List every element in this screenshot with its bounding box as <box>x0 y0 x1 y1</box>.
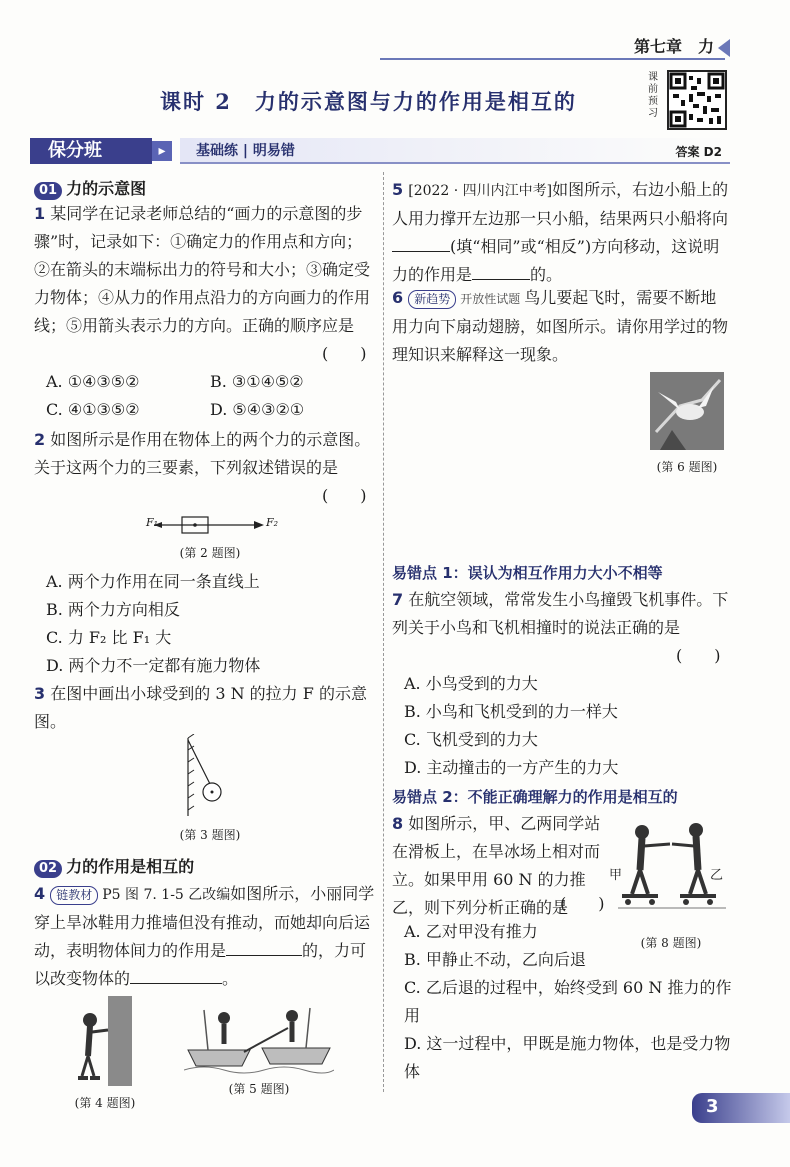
qr-caption: 课前预习 <box>648 72 658 119</box>
question-number: 6 <box>392 288 404 307</box>
label-yi: 乙 <box>710 868 724 883</box>
option-a[interactable]: A. 两个力作用在同一条直线上 <box>46 572 260 591</box>
error-point-2: 易错点 2：不能正确理解力的作用是相互的 <box>392 788 678 806</box>
page-number-tab <box>692 1093 790 1123</box>
textbook-ref: P5 图 7. 1-5 乙改编 <box>102 887 231 903</box>
question-text: 如图所示，右边小船上的人用力撑开左边那一只小船，结果两只小船将向 <box>392 180 729 228</box>
option-b[interactable]: B. 两个力方向相反 <box>46 600 180 619</box>
chapter-arrow-icon <box>718 39 730 57</box>
question-7 <box>392 586 730 642</box>
boats-figure <box>184 1000 334 1076</box>
question-kind: 开放性试题 <box>460 292 521 306</box>
option-d[interactable]: D. 两个力不一定都有施力物体 <box>46 656 261 675</box>
fill-blank-2[interactable] <box>472 261 530 280</box>
girl-wall-figure <box>72 996 136 1088</box>
question-text-2: (填“相同”或“相反”)方向移动，这说明力的作用是 <box>392 237 720 284</box>
option-b[interactable]: B. 甲静止不动，乙向后退 <box>404 950 586 969</box>
question-text-2: 的，力可以改变物体的 <box>34 941 367 988</box>
section-title: 力的示意图 <box>66 179 147 198</box>
question-6 <box>392 284 730 369</box>
fig-label-f2: F₂ <box>266 516 279 529</box>
badge-textbook: 链教材 <box>50 886 98 905</box>
question-5: 5 [2022 · 四川内江中考]如图所示，右边小船上的人用力撑开左边那一只小船，结果两只小船将向(填“相同”或“相反”)方向移动，这说明力的作用是 的。 <box>392 180 729 284</box>
option-c[interactable]: C. 飞机受到的力大 <box>404 730 538 749</box>
question-number: 5 <box>392 180 404 199</box>
band-tag: 保分班 <box>30 138 152 164</box>
question-text: 如图所示，甲、乙两同学站在滑板上，在旱冰场上相对而立。如果甲用 60 N 的力推乙，则下列分析正确的是 <box>392 814 601 917</box>
option-d[interactable]: D. 主动撞击的一方产生的力大 <box>404 758 619 777</box>
answer-paren[interactable]: ( ) <box>322 344 367 363</box>
question-number: 1 <box>34 204 46 223</box>
pendulum-figure[interactable] <box>180 734 240 820</box>
label-jia: 甲 <box>609 868 623 883</box>
section-number: 02 <box>34 860 62 878</box>
figure-caption: (第 5 题图) <box>228 1082 290 1096</box>
bird-photo <box>650 372 724 450</box>
question-number: 2 <box>34 430 46 449</box>
fig-label-f1: F₁ <box>146 516 159 529</box>
question-number: 8 <box>392 814 404 833</box>
error-point-1: 易错点 1：误认为相互作用力大小不相等 <box>392 564 663 582</box>
fill-blank-1[interactable] <box>392 233 450 252</box>
option-d[interactable]: D. 这一过程中，甲既是施力物体，也是受力物体 <box>404 1034 731 1081</box>
option-a[interactable]: A. ①④③⑤② <box>46 372 140 391</box>
band-subtitle: 基础练 | 明易错 <box>196 143 295 159</box>
question-number: 4 <box>34 884 46 903</box>
figure-caption: (第 4 题图) <box>74 1096 136 1110</box>
question-2 <box>34 426 378 482</box>
fill-blank-1[interactable] <box>226 937 302 956</box>
qr-code-icon[interactable] <box>667 70 727 130</box>
fill-blank-2[interactable] <box>130 965 222 984</box>
question-3 <box>34 680 378 736</box>
question-text: 在航空领域，常常发生小鸟撞毁飞机事件。下列关于小鸟和飞机相撞时的说法正确的是 <box>392 590 729 637</box>
section-heading-1 <box>34 176 146 200</box>
page-number: 3 <box>706 1096 719 1117</box>
answer-paren[interactable]: ( ) <box>560 894 605 913</box>
option-b[interactable]: B. ③①④⑤② <box>210 372 304 391</box>
question-text: 如图所示是作用在物体上的两个力的示意图。关于这两个力的三要素，下列叙述错误的是 <box>34 430 371 477</box>
question-text: 在图中画出小球受到的 3 N 的拉力 F 的示意图。 <box>34 684 367 731</box>
section-band <box>30 138 730 164</box>
answer-paren[interactable]: ( ) <box>322 486 367 505</box>
band-answer: 答案 D2 <box>675 145 722 159</box>
badge-trend: 新趋势 <box>408 290 456 309</box>
question-number: 7 <box>392 590 404 609</box>
question-text: 某同学在记录老师总结的“画力的示意图的步骤”时，记录如下：①确定力的作用点和方向；②在箭头的末端标出力的符号和大小；③确定受力物体；④从力的作用点沿力的方向画力的作用线；⑤用箭头表示力的方向。正确的顺序应是 <box>34 204 371 335</box>
option-c[interactable]: C. ④①③⑤② <box>46 400 140 419</box>
question-text: 鸟儿要起飞时，需要不断地用力向下扇动翅膀，如图所示。请你用学过的物理知识来解释这一现象。 <box>392 288 729 364</box>
option-d[interactable]: D. ⑤④③②① <box>210 400 305 419</box>
band-arrow-icon: ▸ <box>152 141 172 161</box>
option-c[interactable]: C. 乙后退的过程中，始终受到 60 N 推力的作用 <box>404 978 732 1025</box>
question-1 <box>34 200 378 340</box>
chapter-label: 第七章 力 <box>634 34 730 57</box>
force-diagram <box>140 510 280 540</box>
question-text: 如图所示，小丽同学穿上旱冰鞋用力推墙但没有推动，而她却向后运动，表明物体间力的作用是 <box>34 884 375 960</box>
figure-caption: (第 6 题图) <box>656 460 718 474</box>
lesson-title: 课时 2 力的示意图与力的作用是相互的 <box>160 89 577 114</box>
figure-caption: (第 8 题图) <box>640 936 702 950</box>
option-a[interactable]: A. 乙对甲没有推力 <box>404 922 538 941</box>
section-number: 01 <box>34 182 62 200</box>
figure-caption: (第 3 题图) <box>179 828 241 842</box>
answer-paren[interactable]: ( ) <box>676 646 721 665</box>
option-c[interactable]: C. 力 F₂ 比 F₁ 大 <box>46 628 172 647</box>
question-number: 3 <box>34 684 46 703</box>
section-heading-2 <box>34 854 194 878</box>
option-b[interactable]: B. 小鸟和飞机受到的力一样大 <box>404 702 618 721</box>
option-a[interactable]: A. 小鸟受到的力大 <box>404 674 538 693</box>
question-source: [2022 · 四川内江中考] <box>408 183 553 199</box>
column-divider <box>383 172 384 1092</box>
section-title: 力的作用是相互的 <box>66 857 195 876</box>
question-4: 4 链教材 P5 图 7. 1-5 乙改编如图所示，小丽同学穿上旱冰鞋用力推墙但没有推动，而她却向后运动，表明物体间力的作用是 的，力可以改变物体的 。 <box>34 884 375 988</box>
figure-caption: (第 2 题图) <box>179 546 241 560</box>
